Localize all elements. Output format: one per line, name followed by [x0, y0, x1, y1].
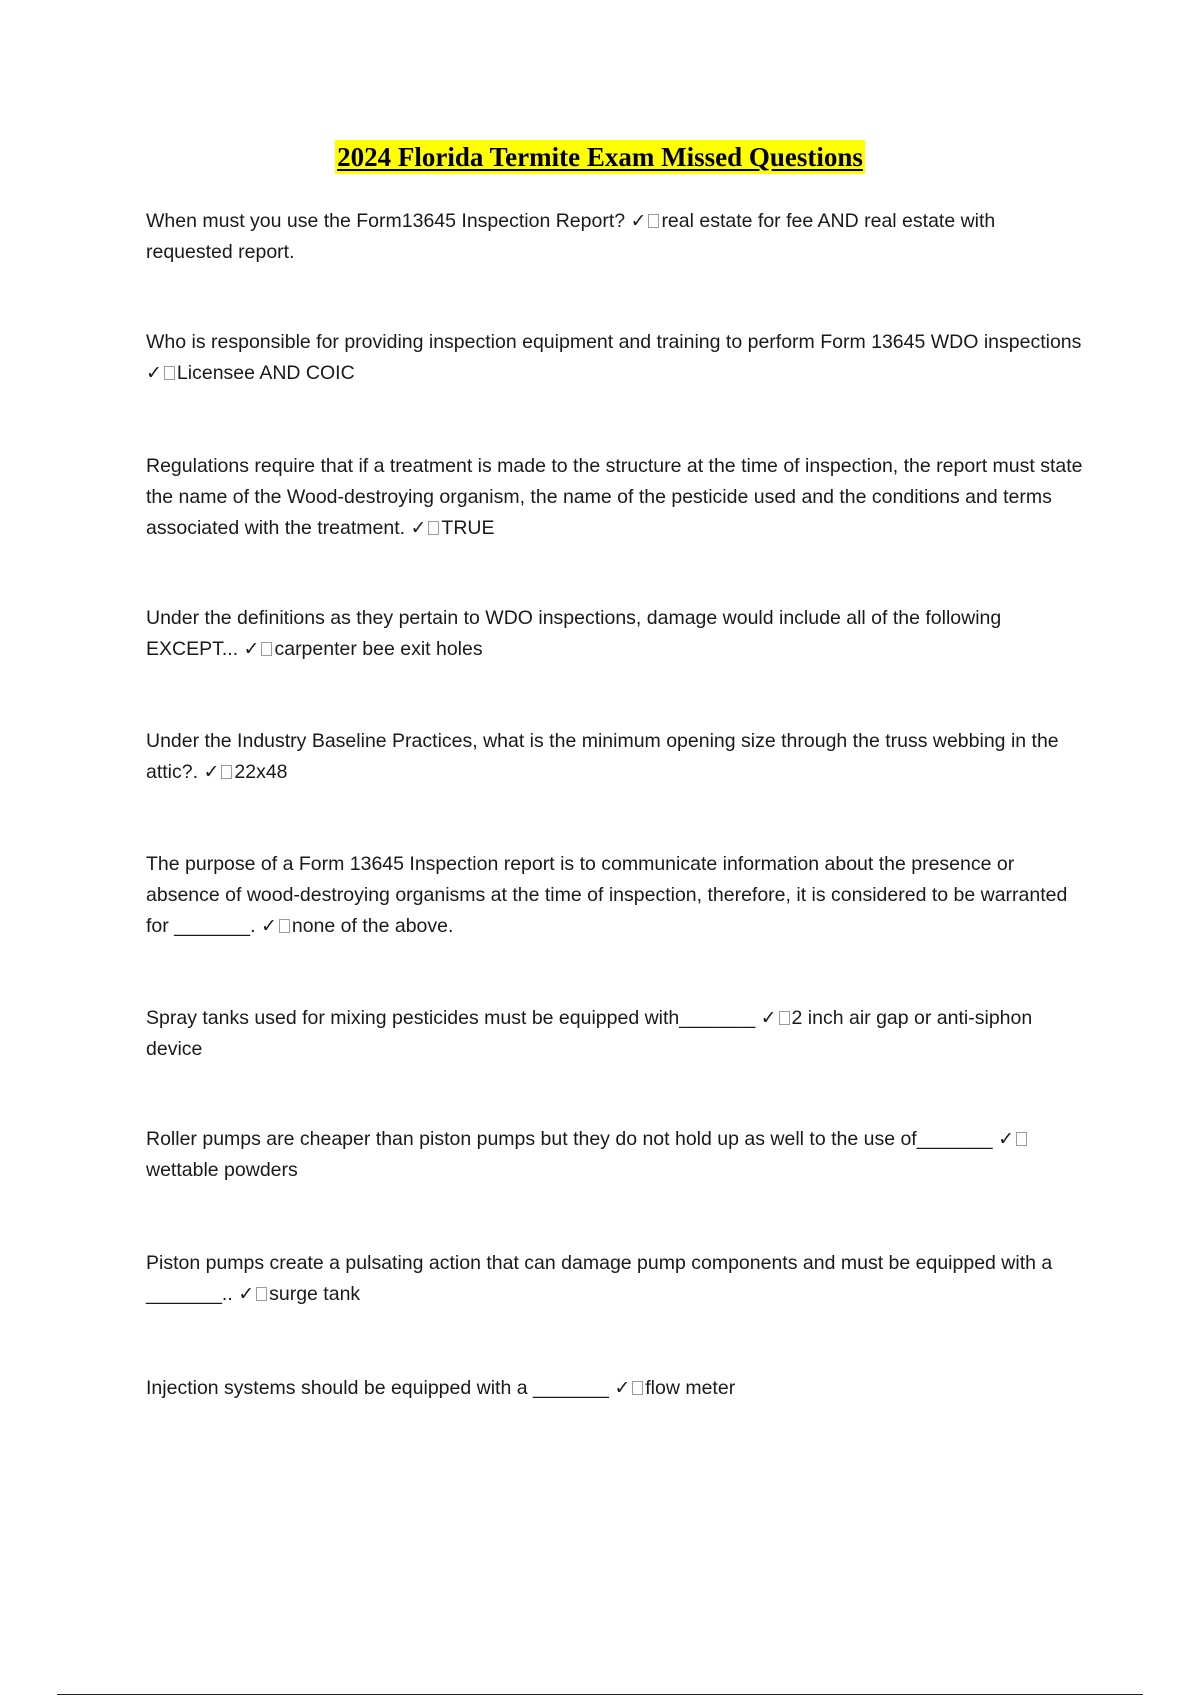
qa-item-2: [146, 327, 1086, 389]
answer-10: flow meter: [645, 1377, 736, 1399]
qa-item-10: [146, 1373, 1086, 1404]
checkbox-glyph-icon: [256, 1287, 267, 1301]
check-mark-icon: ✓: [760, 1007, 777, 1029]
check-mark-icon: ✓: [146, 362, 162, 384]
qa-item-9: [146, 1248, 1086, 1310]
qa-item-7: [146, 1003, 1086, 1065]
qa-item-5: [146, 726, 1086, 788]
answer-8: wettable powders: [146, 1159, 298, 1181]
checkbox-glyph-icon: [1016, 1132, 1027, 1146]
page-title-wrapper: [0, 140, 1200, 174]
page-title: 2024 Florida Termite Exam Missed Questions: [337, 142, 863, 172]
answer-9: surge tank: [269, 1283, 361, 1305]
checkbox-glyph-icon: [261, 642, 272, 656]
checkbox-glyph-icon: [648, 214, 659, 228]
checkbox-glyph-icon: [221, 765, 232, 779]
checkbox-glyph-icon: [279, 919, 290, 933]
question-6: The purpose of a Form 13645 Inspection report is to communicate information about the presence or absence of wood-destroying organisms at the time of inspection, therefore, it is considered to be warranted for _______.: [146, 853, 1068, 937]
answer-7: 2 inch air gap or anti-siphon device: [146, 1007, 1033, 1060]
question-1: When must you use the Form13645 Inspection Report?: [146, 210, 626, 232]
checkbox-glyph-icon: [164, 366, 175, 380]
check-mark-icon: ✓: [630, 210, 647, 232]
answer-6: none of the above.: [291, 915, 454, 937]
answer-3: TRUE: [441, 517, 495, 539]
check-mark-icon: ✓: [238, 1283, 255, 1305]
question-3: Regulations require that if a treatment is made to the structure at the time of inspection, the report must state the name of the Wood-destroying organism, the name of the pesticide used and the conditions and terms associated with the treatment.: [146, 455, 1083, 539]
qa-item-3: [146, 451, 1086, 544]
check-mark-icon: ✓: [410, 517, 427, 539]
question-7: Spray tanks used for mixing pesticides must be equipped with_______: [146, 1007, 756, 1029]
answer-4: carpenter bee exit holes: [274, 638, 483, 660]
check-mark-icon: ✓: [998, 1128, 1014, 1150]
qa-item-1: [146, 206, 1086, 268]
qa-item-6: [146, 849, 1086, 942]
question-2: Who is responsible for providing inspection equipment and training to perform Form 13645 WDO inspections: [146, 331, 1082, 353]
answer-2: Licensee AND COIC: [176, 362, 355, 384]
checkbox-glyph-icon: [428, 521, 439, 535]
question-4: Under the definitions as they pertain to WDO inspections, damage would include all of the following EXCEPT...: [146, 607, 1002, 660]
check-mark-icon: ✓: [260, 915, 277, 937]
check-mark-icon: ✓: [203, 761, 220, 783]
question-5: Under the Industry Baseline Practices, what is the minimum opening size through the truss webbing in the attic?.: [146, 730, 1059, 783]
question-8: Roller pumps are cheaper than piston pumps but they do not hold up as well to the use of_______: [146, 1128, 993, 1150]
check-mark-icon: ✓: [243, 638, 260, 660]
footer-divider: [57, 1694, 1143, 1695]
qa-item-4: [146, 603, 1086, 665]
check-mark-icon: ✓: [614, 1377, 631, 1399]
checkbox-glyph-icon: [632, 1381, 643, 1395]
question-9: Piston pumps create a pulsating action that can damage pump components and must be equipped with a _______..: [146, 1252, 1053, 1305]
answer-5: 22x48: [234, 761, 288, 783]
checkbox-glyph-icon: [779, 1011, 790, 1025]
answer-1: real estate for fee AND real estate with requested report.: [146, 210, 996, 263]
question-10: Injection systems should be equipped with a _______: [146, 1377, 609, 1399]
qa-item-8: [146, 1124, 1086, 1186]
